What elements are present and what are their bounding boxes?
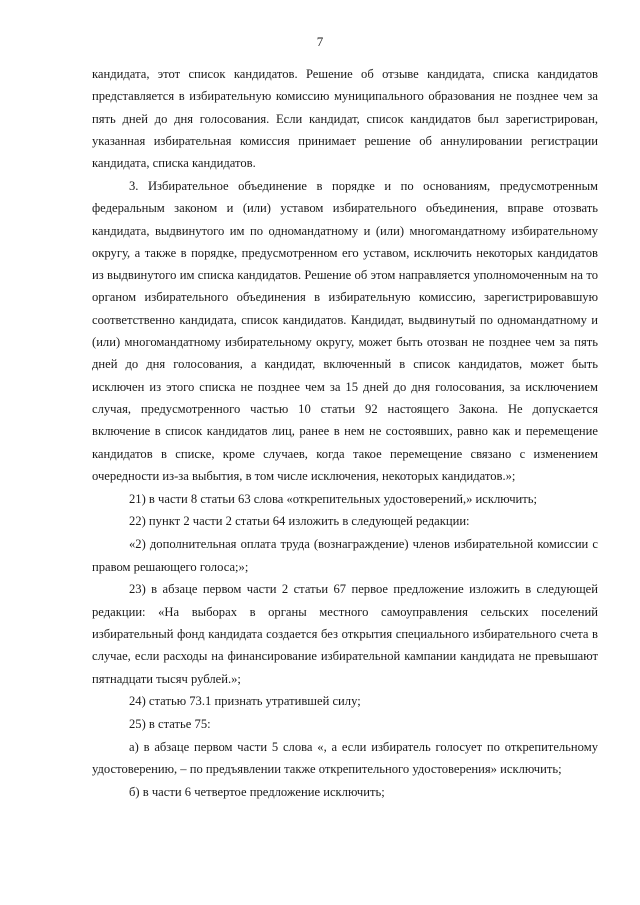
paragraph-item-22-text: «2) дополнительная оплата труда (вознаграждение) членов избирательной комиссии с правом решающего голоса;»;: [92, 537, 598, 574]
paragraph-item-25: 25) в статье 75:: [129, 717, 211, 732]
document-body: [92, 63, 598, 804]
paragraph-item-3: 3. Избирательное объединение в порядке и по основаниям, предусмотренным федеральным законом и (или) уставом избирательного объединения, вправе отозвать кандидата, выдвинутого им по одномандатному и (или) многомандатному избирательному округу, а также в порядке, предусмотренном его уставом, исключить некоторых кандидатов из выдвинутого им списка кандидатов. Решение об этом направляется уполномоченным на то органом избирательного объединения в избирательную комиссию, зарегистрировавшую соответственно кандидата, список кандидатов. Кандидат, выдвинутый по одномандатному и (или) многомандатному избирательному округу, может быть отозван не позднее чем за пять дней до дня голосования, а кандидат, включенный в список кандидатов, может быть исключен из этого списка не позднее чем за 15 дней до дня голосования, за исключением случая, предусмотренного частью 10 статьи 92 настоящего Закона. Не допускается включение в список кандидатов лиц, ранее в нем не состоявших, равно как и перемещение кандидатов в списке, кроме случаев, когда такое перемещение связано с изменением очередности из-за выбытия, в том числе исключения, некоторых кандидатов.»;: [92, 178, 598, 483]
page-number: 7: [316, 34, 324, 49]
paragraph-item-24: 24) статью 73.1 признать утратившей силу;: [129, 694, 361, 709]
paragraph-item-25-b: б) в части 6 четвертое предложение исключить;: [129, 785, 385, 799]
paragraph-continuation: кандидата, этот список кандидатов. Решение об отзыве кандидата, списка кандидатов представляется в избирательную комиссию муниципального образования не позднее чем за пять дней до дня голосования. Если кандидат, список кандидатов был зарегистрирован, указанная избирательная комиссия принимает решение об аннулировании регистрации кандидата, списка кандидатов.: [92, 67, 598, 171]
paragraph-item-25-a: а) в абзаце первом части 5 слова «, а если избиратель голосует по открепительному удостоверению, – по предъявлении также открепительного удостоверения» исключить;: [92, 739, 598, 777]
paragraph-item-22: 22) пункт 2 части 2 статьи 64 изложить в следующей редакции:: [129, 514, 470, 529]
paragraph-item-23: 23) в абзаце первом части 2 статьи 67 первое предложение изложить в следующей редакции: «На выборах в органы местного самоуправления сельских поселений избирательный фонд кандидата создается без открытия специального избирательного счета в случае, если расходы на финансирование избирательной кампании кандидата не превышают пятнадцати тысяч рублей.»;: [92, 582, 598, 686]
paragraph-item-21: 21) в части 8 статьи 63 слова «открепительных удостоверений,» исключить;: [129, 491, 538, 506]
